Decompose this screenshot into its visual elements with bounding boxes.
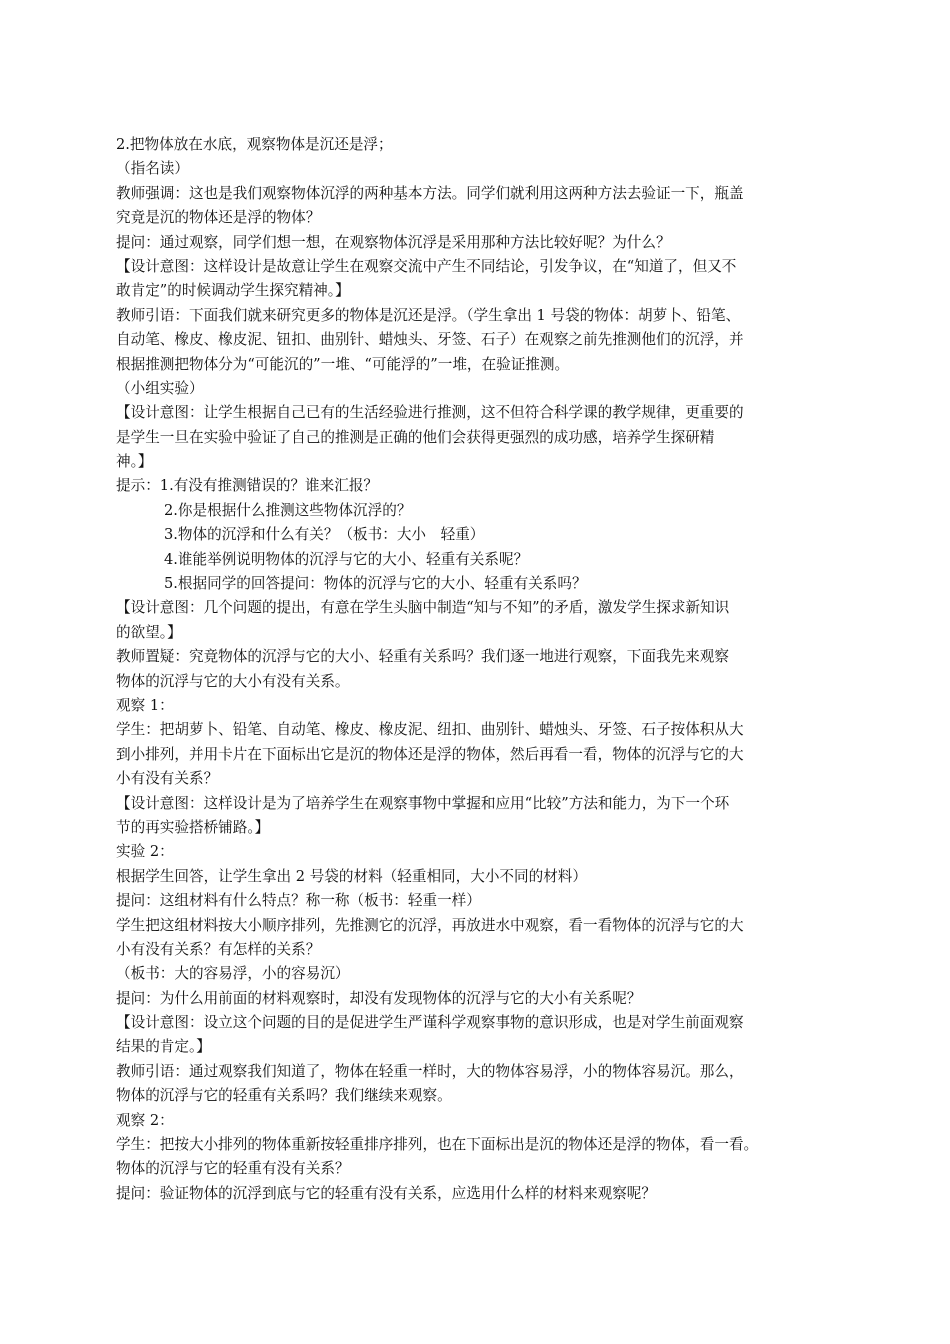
text-line: 【设计意图：设立这个问题的目的是促进学生严谨科学观察事物的意识形成，也是对学生前面观察 — [116, 1014, 744, 1032]
text-line: 教师引语：通过观察我们知道了，物体在轻重一样时，大的物体容易浮，小的物体容易沉。那么， — [116, 1062, 744, 1080]
text-line: 2.把物体放在水底，观察物体是沉还是浮； — [116, 136, 393, 153]
text-line: 物体的沉浮与它的轻重有没有关系？ — [116, 1160, 350, 1178]
text-line: 物体的沉浮与它的大小有没有关系。 — [116, 672, 350, 690]
text-line: 教师引语：下面我们就来研究更多的物体是沉还是浮。（学生拿出 1 号袋的物体：胡萝卜、铅笔、 — [116, 306, 741, 324]
text-line: 是学生一旦在实验中验证了自己的推测是正确的他们会获得更强烈的成功感，培养学生探研精 — [116, 428, 715, 446]
text-line: 2.你是根据什么推测这些物体沉浮的？ — [164, 501, 412, 519]
text-line: 自动笔、橡皮、橡皮泥、钮扣、曲别针、蜡烛头、牙签、石子）在观察之前先推测他们的沉浮，并 — [116, 331, 744, 349]
text-line: 小有没有关系？ — [116, 770, 219, 788]
text-line: 5.根据同学的回答提问：物体的沉浮与它的大小、轻重有关系吗？ — [164, 575, 587, 593]
text-line: 学生：把按大小排列的物体重新按轻重排序排列，也在下面标出是沉的物体还是浮的物体，看一看。 — [116, 1136, 759, 1154]
text-line: 提问：验证物体的沉浮到底与它的轻重有没有关系，应选用什么样的材料来观察呢？ — [116, 1184, 656, 1202]
text-line: 【设计意图：这样设计是为了培养学生在观察事物中掌握和应用“比较”方法和能力，为下一个环 — [116, 794, 730, 812]
text-line: 提问：通过观察，同学们想一想，在观察物体沉浮是采用那种方法比较好呢？为什么？ — [116, 233, 671, 251]
text-line: 教师强调：这也是我们观察物体沉浮的两种基本方法。同学们就利用这两种方法去验证一下，瓶盖 — [116, 184, 744, 202]
text-line: （小组实验） — [116, 379, 204, 397]
text-line: 4.谁能举例说明物体的沉浮与它的大小、轻重有关系呢？ — [164, 550, 529, 568]
text-line: （指名读） — [116, 160, 189, 178]
text-line: 教师置疑：究竟物体的沉浮与它的大小、轻重有关系吗？我们逐一地进行观察，下面我先来观察 — [116, 648, 729, 666]
text-line: 3.物体的沉浮和什么有关？（板书：大小 轻重） — [164, 526, 485, 544]
text-line: 的欲望。】 — [116, 623, 182, 641]
text-line: 敢肯定”的时候调动学生探究精神。】 — [116, 282, 350, 300]
text-line: 【设计意图：几个问题的提出，有意在学生头脑中制造“知与不知”的矛盾，激发学生探求新知识 — [116, 599, 730, 617]
text-line: 观察 1： — [116, 696, 174, 714]
text-line: 观察 2： — [116, 1111, 174, 1129]
text-line: 小有没有关系？有怎样的关系？ — [116, 940, 321, 958]
text-line: 根据学生回答，让学生拿出 2 号袋的材料（轻重相同，大小不同的材料） — [116, 867, 587, 885]
text-line: 学生：把胡萝卜、铅笔、自动笔、橡皮、橡皮泥、纽扣、曲别针、蜡烛头、牙签、石子按体积从大 — [116, 721, 744, 739]
text-line: 提问：这组材料有什么特点？称一称（板书：轻重一样） — [116, 892, 481, 910]
text-line: 究竟是沉的物体还是浮的物体？ — [116, 209, 321, 227]
text-line: 实验 2： — [116, 843, 174, 861]
text-line: 学生把这组材料按大小顺序排列，先推测它的沉浮，再放进水中观察，看一看物体的沉浮与它的大 — [116, 916, 744, 934]
text-line: 神。】 — [116, 453, 153, 471]
text-line: 到小排列，并用卡片在下面标出它是沉的物体还是浮的物体，然后再看一看，物体的沉浮与它的大 — [116, 745, 744, 763]
text-line: 【设计意图：让学生根据自己已有的生活经验进行推测，这不但符合科学课的教学规律，更重要的 — [116, 404, 744, 422]
text-line: 根据推测把物体分为“可能沉的”一堆、“可能浮的”一堆，在验证推测。 — [116, 355, 570, 373]
text-line: 【设计意图：这样设计是故意让学生在观察交流中产生不同结论，引发争议，在“知道了，但又不 — [116, 257, 737, 275]
text-line: 物体的沉浮与它的轻重有关系吗？我们继续来观察。 — [116, 1087, 452, 1105]
text-line: 结果的肯定。】 — [116, 1038, 211, 1056]
text-line: 提问：为什么用前面的材料观察时，却没有发现物体的沉浮与它的大小有关系呢？ — [116, 989, 642, 1007]
text-line: （板书：大的容易浮，小的容易沉） — [116, 965, 350, 983]
text-line: 节的再实验搭桥铺路。】 — [116, 818, 270, 836]
document-body — [116, 133, 844, 1206]
text-line: 提示：1.有没有推测错误的？谁来汇报？ — [116, 477, 379, 495]
